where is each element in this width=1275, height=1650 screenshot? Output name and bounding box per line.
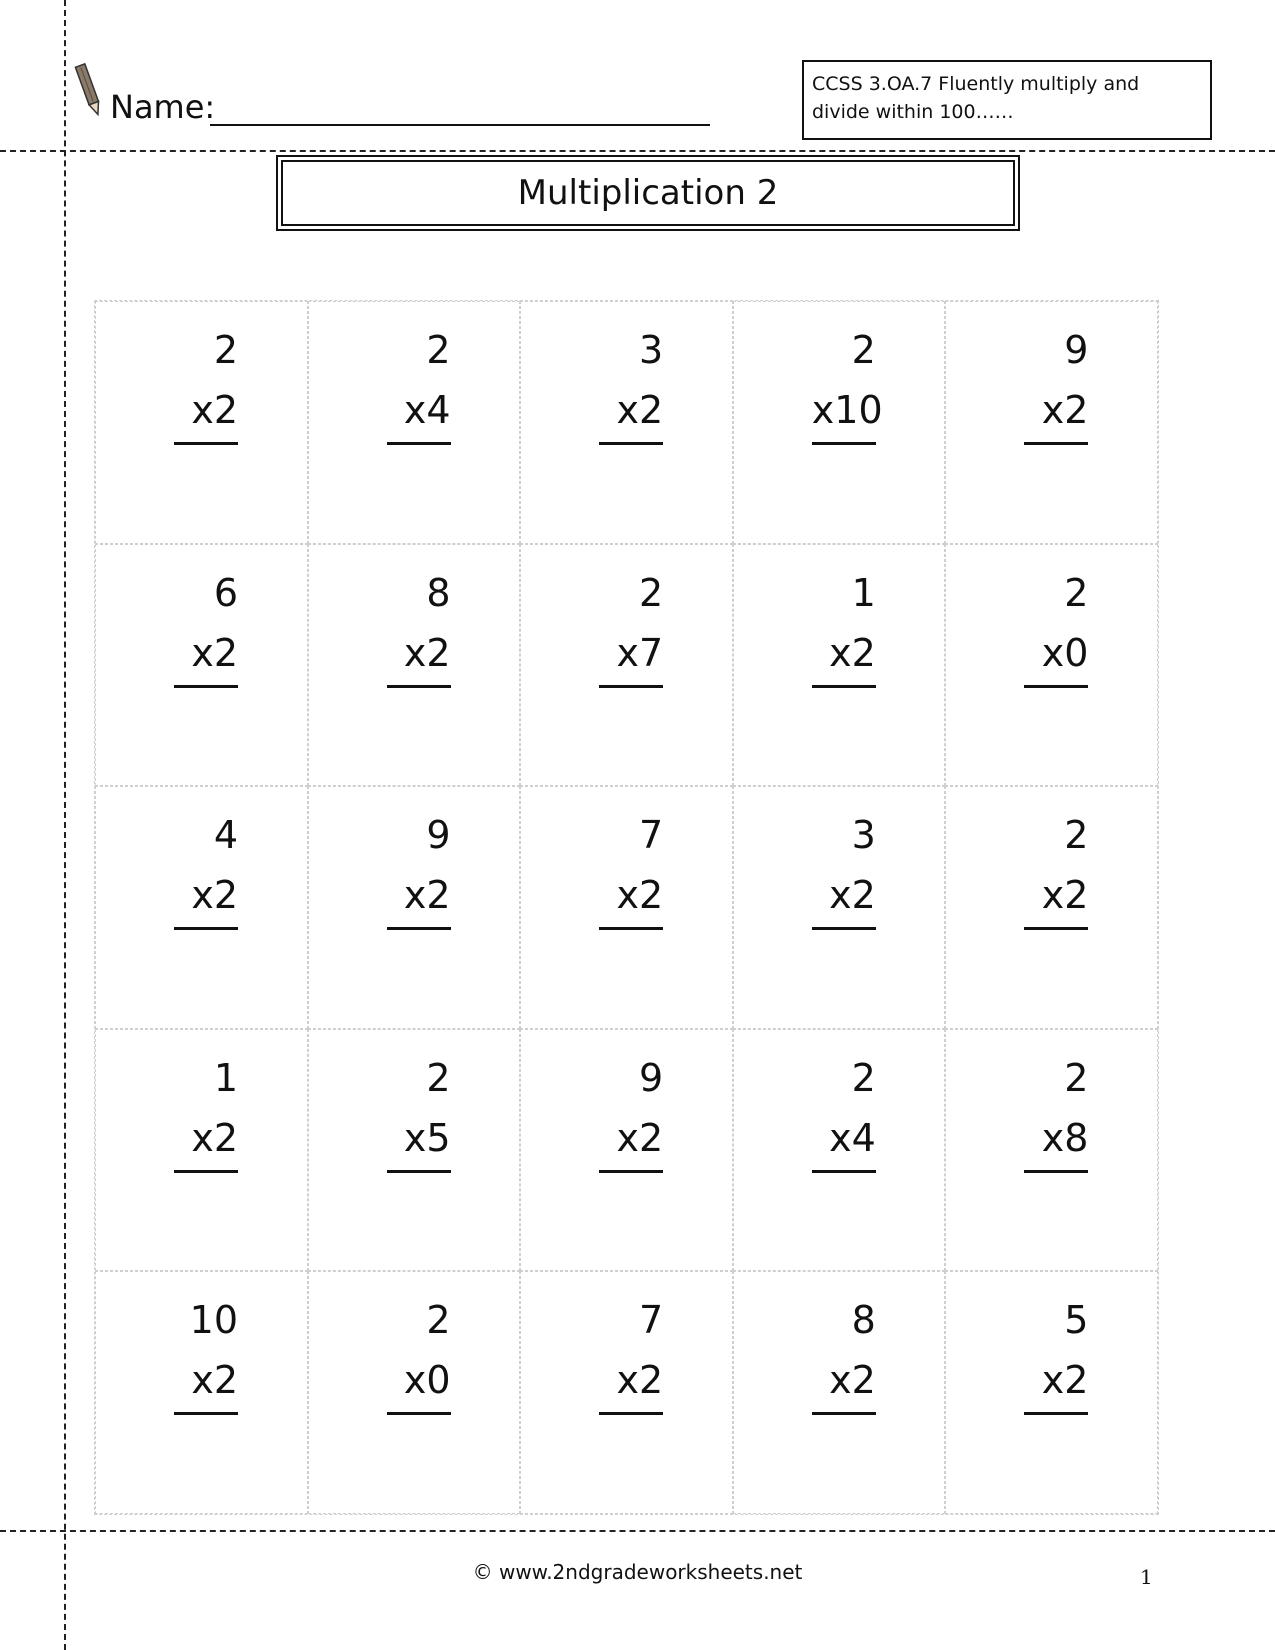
problem — [599, 805, 663, 930]
problem-cell[interactable] — [308, 1029, 521, 1272]
name-field-line[interactable] — [210, 124, 710, 126]
problem — [599, 1048, 663, 1173]
problem-cell[interactable] — [308, 1271, 521, 1514]
problem-top-number: 2 — [1064, 570, 1089, 615]
problem-cell[interactable] — [733, 544, 946, 787]
problem-cell[interactable] — [945, 544, 1158, 787]
problem-multiplier: x8 — [1024, 1108, 1088, 1173]
problem-top-number: 2 — [851, 1055, 876, 1100]
problem-top-number: 8 — [851, 1298, 876, 1343]
title-box — [276, 155, 1020, 231]
problem-top-number: 7 — [639, 1298, 664, 1343]
page-title: Multiplication 2 — [281, 160, 1015, 226]
problem-top-number: 8 — [426, 570, 451, 615]
problem-top-number: 3 — [851, 813, 876, 858]
problem-multiplier: x0 — [387, 1350, 451, 1415]
problem-cell[interactable] — [520, 544, 733, 787]
problem-cell[interactable] — [520, 1271, 733, 1514]
standard-box: CCSS 3.OA.7 Fluently multiply and divide within 100…… — [802, 60, 1212, 140]
problem-multiplier: x4 — [387, 380, 451, 445]
problem-cell[interactable] — [945, 301, 1158, 544]
problem-top-number: 3 — [639, 328, 664, 372]
problem-cell[interactable] — [733, 1029, 946, 1272]
problem — [174, 1048, 238, 1173]
problem — [387, 1048, 451, 1173]
problem-cell[interactable] — [520, 1029, 733, 1272]
problem-multiplier: x2 — [387, 623, 451, 688]
problem-top-number: 2 — [1064, 1055, 1089, 1100]
problem-top-number: 6 — [213, 570, 238, 615]
problem-top-number: 2 — [639, 570, 664, 615]
problem-cell[interactable] — [520, 786, 733, 1029]
problem-top-number: 2 — [851, 328, 876, 372]
footer-copyright: © www.2ndgradeworksheets.net — [472, 1560, 803, 1584]
problem-top-number: 7 — [639, 813, 664, 858]
problem-multiplier: x2 — [1024, 380, 1088, 445]
problem-cell[interactable] — [95, 544, 308, 787]
problem-multiplier: x10 — [812, 380, 876, 445]
problem-cell[interactable] — [95, 301, 308, 544]
problem-cell[interactable] — [945, 1271, 1158, 1514]
problem — [174, 805, 238, 930]
problem-cell[interactable] — [520, 301, 733, 544]
page-number: 1 — [1140, 1565, 1153, 1589]
problem — [811, 320, 883, 445]
problem-multiplier: x2 — [599, 1108, 663, 1173]
problem-top-number: 9 — [426, 813, 451, 858]
problem — [812, 805, 876, 930]
problem-cell[interactable] — [308, 544, 521, 787]
problem — [1024, 563, 1088, 688]
problem-top-number: 10 — [189, 1298, 238, 1343]
problem-top-number: 9 — [1064, 328, 1089, 372]
problem — [387, 563, 451, 688]
problem-multiplier: x2 — [174, 865, 238, 930]
problem — [599, 320, 663, 445]
problem — [1024, 1048, 1088, 1173]
problem — [599, 1290, 663, 1415]
problem — [174, 563, 238, 688]
problem-multiplier: x5 — [387, 1108, 451, 1173]
problem-multiplier: x2 — [812, 865, 876, 930]
problem-top-number: 2 — [426, 1298, 451, 1343]
problem-multiplier: x2 — [174, 1350, 238, 1415]
problem — [812, 1290, 876, 1415]
problem-grid — [94, 300, 1159, 1515]
problem-top-number: 1 — [213, 1055, 238, 1100]
problem-cell[interactable] — [733, 1271, 946, 1514]
margin-guide-bottom — [0, 1530, 1275, 1532]
problem — [599, 563, 663, 688]
problem-cell[interactable] — [945, 1029, 1158, 1272]
problem-top-number: 2 — [426, 1055, 451, 1100]
problem-cell[interactable] — [733, 786, 946, 1029]
problem-cell[interactable] — [95, 1271, 308, 1514]
problem-top-number: 2 — [426, 328, 451, 372]
problem — [812, 563, 876, 688]
pencil-icon — [74, 60, 104, 120]
problem-top-number: 2 — [1064, 813, 1089, 858]
problem-multiplier: x4 — [812, 1108, 876, 1173]
problem-cell[interactable] — [733, 301, 946, 544]
margin-guide-top — [0, 150, 1275, 152]
problem-multiplier: x0 — [1024, 623, 1088, 688]
problem-multiplier: x2 — [174, 623, 238, 688]
problem-top-number: 2 — [213, 328, 238, 372]
problem-cell[interactable] — [945, 786, 1158, 1029]
problem — [1024, 320, 1088, 445]
problem-multiplier: x2 — [599, 380, 663, 445]
problem-multiplier: x2 — [599, 865, 663, 930]
margin-guide-vertical — [64, 0, 66, 1650]
problem — [174, 320, 238, 445]
problem-cell[interactable] — [308, 301, 521, 544]
problem-multiplier: x2 — [812, 623, 876, 688]
problem — [1024, 1290, 1088, 1415]
problem-multiplier: x7 — [599, 623, 663, 688]
problem-multiplier: x2 — [1024, 865, 1088, 930]
problem-multiplier: x2 — [174, 380, 238, 445]
problem-top-number: 1 — [851, 570, 876, 615]
problem — [387, 320, 451, 445]
problem — [174, 1290, 238, 1415]
problem-top-number: 4 — [213, 813, 238, 858]
problem-cell[interactable] — [308, 786, 521, 1029]
problem — [812, 1048, 876, 1173]
problem-cell[interactable] — [95, 786, 308, 1029]
problem-multiplier: x2 — [174, 1108, 238, 1173]
problem-multiplier: x2 — [599, 1350, 663, 1415]
problem-multiplier: x2 — [1024, 1350, 1088, 1415]
problem — [387, 1290, 451, 1415]
name-label: Name: — [110, 88, 216, 126]
problem — [1024, 805, 1088, 930]
problem — [387, 805, 451, 930]
problem-top-number: 9 — [639, 1055, 664, 1100]
problem-multiplier: x2 — [387, 865, 451, 930]
problem-cell[interactable] — [95, 1029, 308, 1272]
problem-top-number: 5 — [1064, 1298, 1089, 1343]
problem-multiplier: x2 — [812, 1350, 876, 1415]
